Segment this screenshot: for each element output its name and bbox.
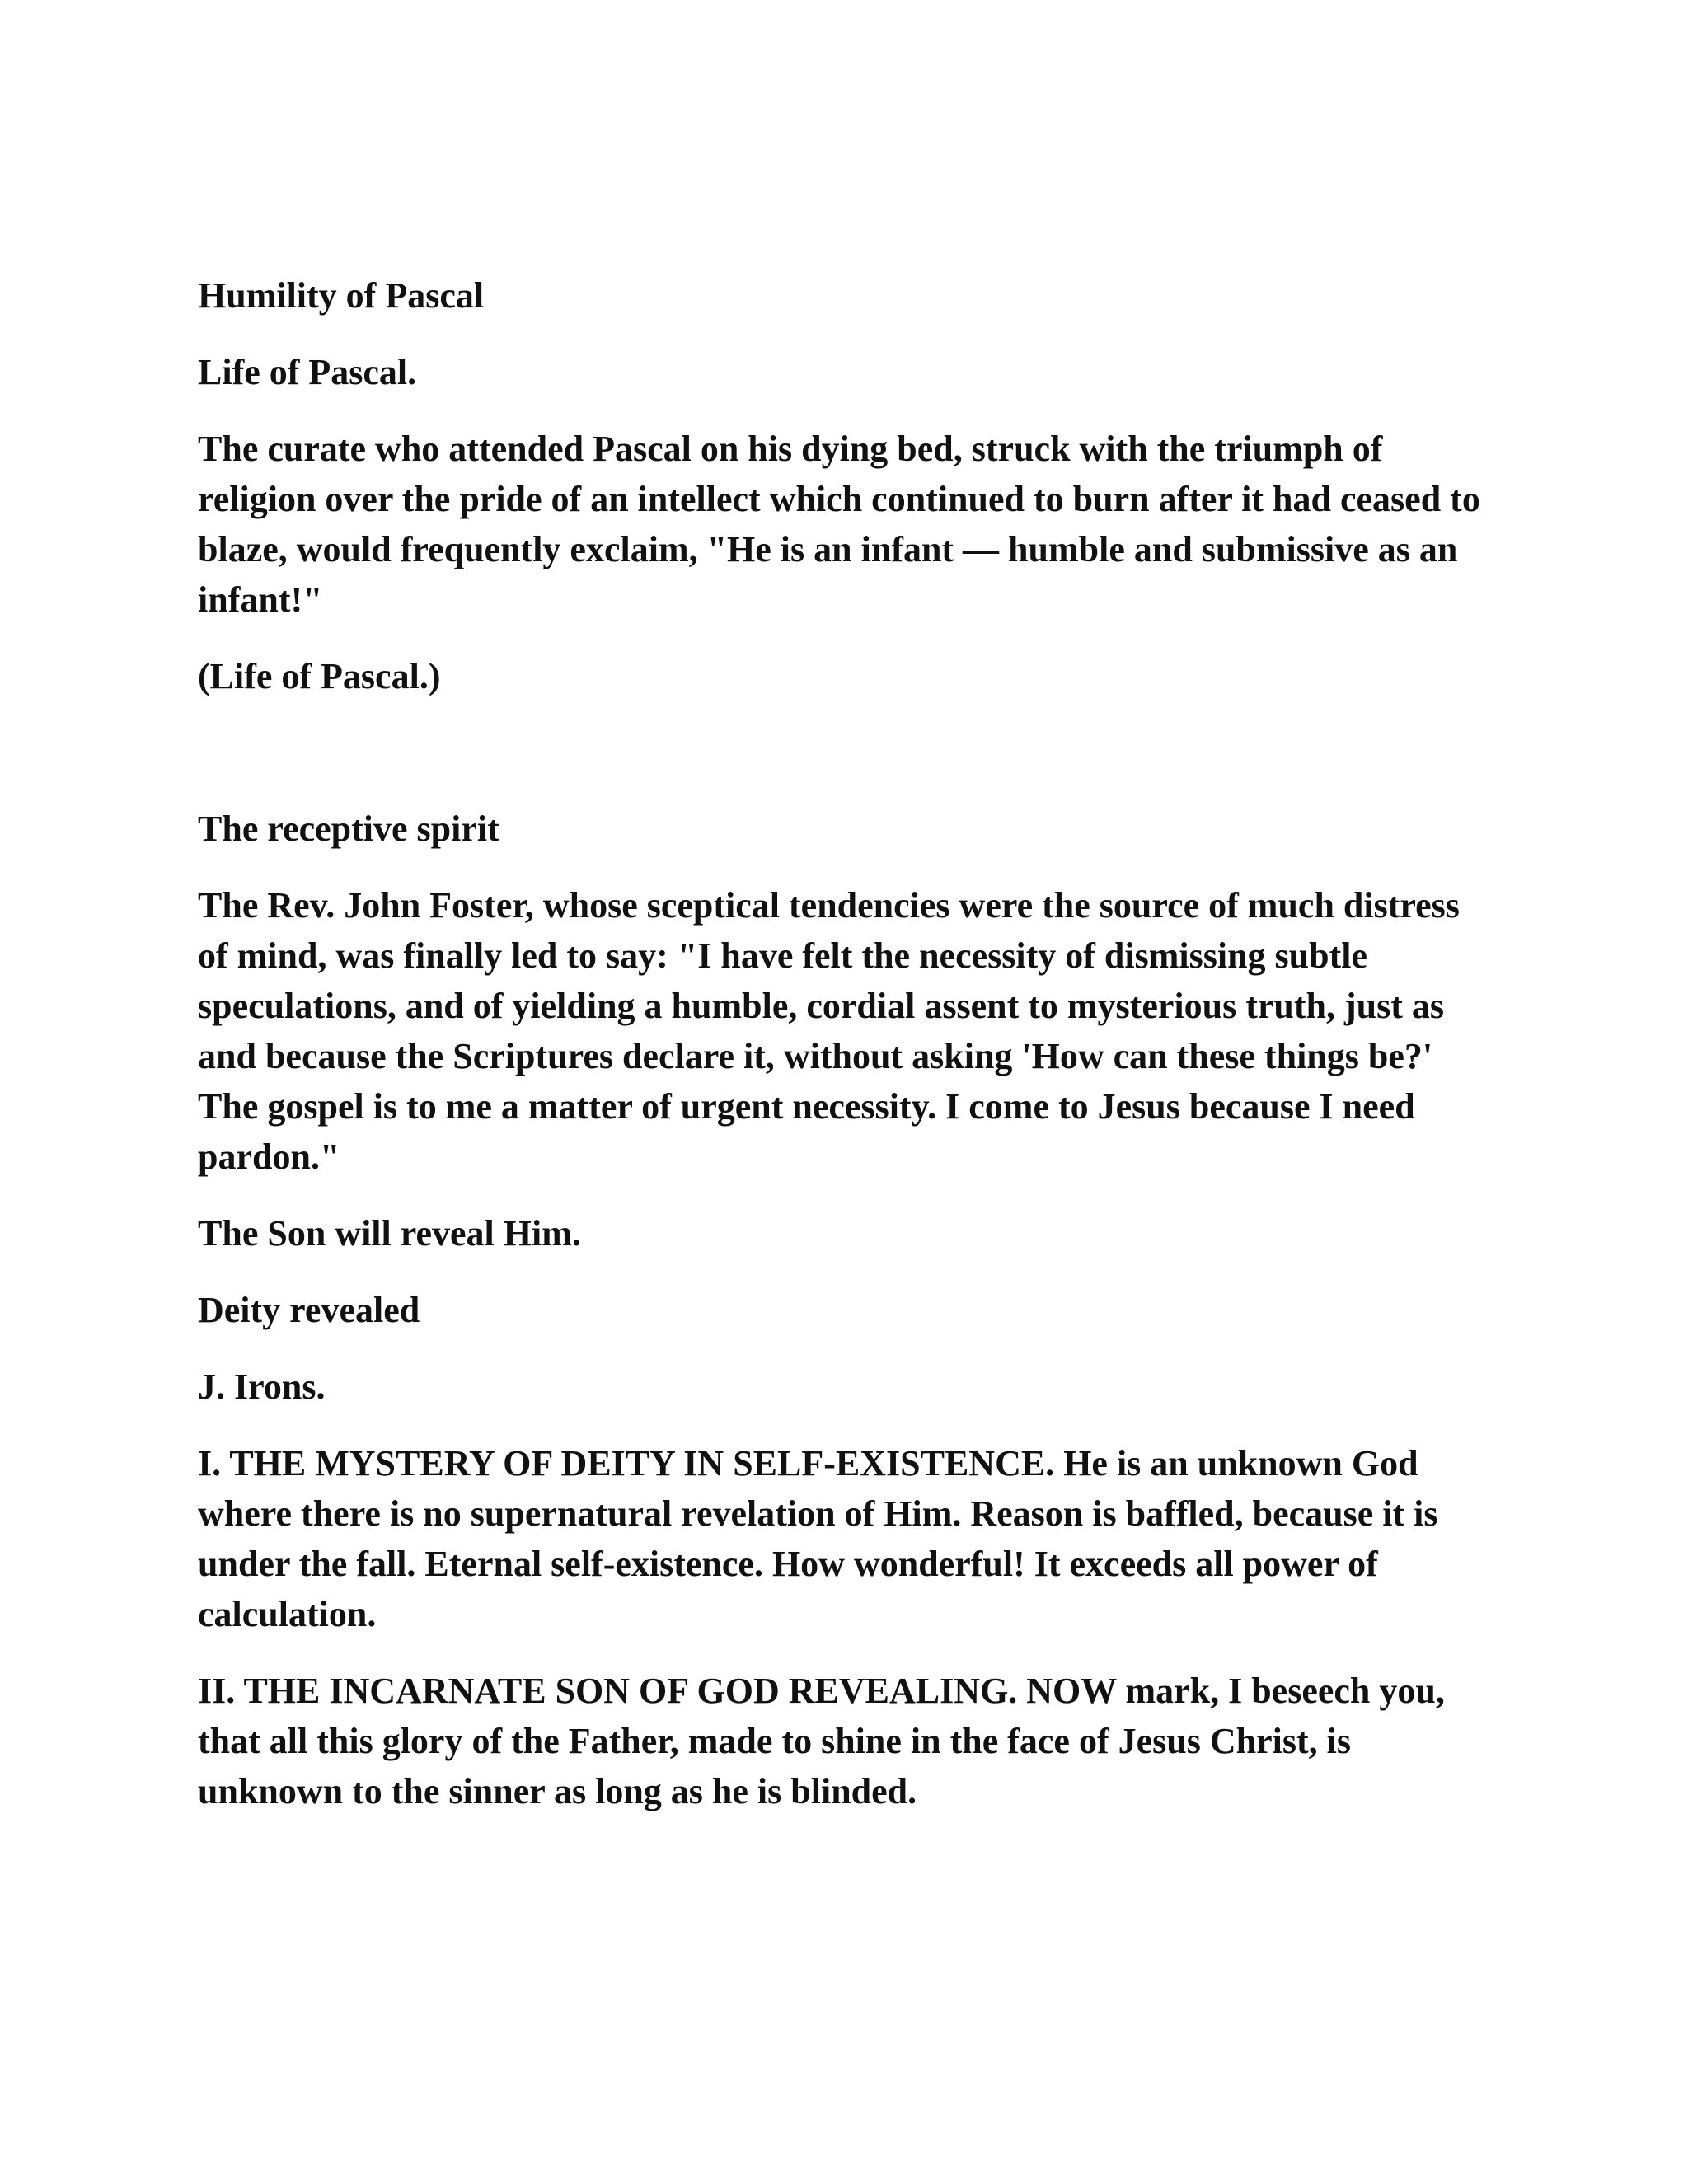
body-paragraph: II. THE INCARNATE SON OF GOD REVEALING. NOW mark, I beseech you, that all this glory of the Father, made to shine in the face of Jesus Christ, is unknown to the sinner as long as he is blinded. <box>198 1671 1445 1811</box>
body-paragraph: I. THE MYSTERY OF DEITY IN SELF-EXISTENCE. He is an unknown God where there is no supernatural revelation of Him. Reason is baffled, because it is under the fall. Eternal self-existence. How wonderful! It exceeds all power of calculation. <box>198 1443 1438 1634</box>
body-paragraph: The curate who attended Pascal on his dying bed, struck with the triumph of religion over the pride of an intellect which continued to burn after it had ceased to blaze, would frequently exclaim, "He is an infant — humble and submissive as an infant!" <box>198 429 1480 620</box>
citation-line: (Life of Pascal.) <box>198 656 441 696</box>
body-paragraph: The Rev. John Foster, whose sceptical tendencies were the source of much distress of mind, was finally led to say: "I have felt the necessity of dismissing subtle speculations, and of yielding a humble, cordial assent to mysterious truth, just as and because the Scriptures declare it, without asking 'How can these things be?' The gospel is to me a matter of urgent necessity. I come to Jesus because I need pardon." <box>198 885 1460 1177</box>
section-title-receptive-spirit: The receptive spirit <box>198 808 499 849</box>
document-body <box>198 270 1492 1843</box>
section-title-son-will-reveal: The Son will reveal Him. <box>198 1213 581 1254</box>
section-title-humility-of-pascal: Humility of Pascal <box>198 275 485 316</box>
author-line: J. Irons. <box>198 1366 326 1407</box>
source-line: Life of Pascal. <box>198 352 417 392</box>
section-title-deity-revealed: Deity revealed <box>198 1290 420 1330</box>
